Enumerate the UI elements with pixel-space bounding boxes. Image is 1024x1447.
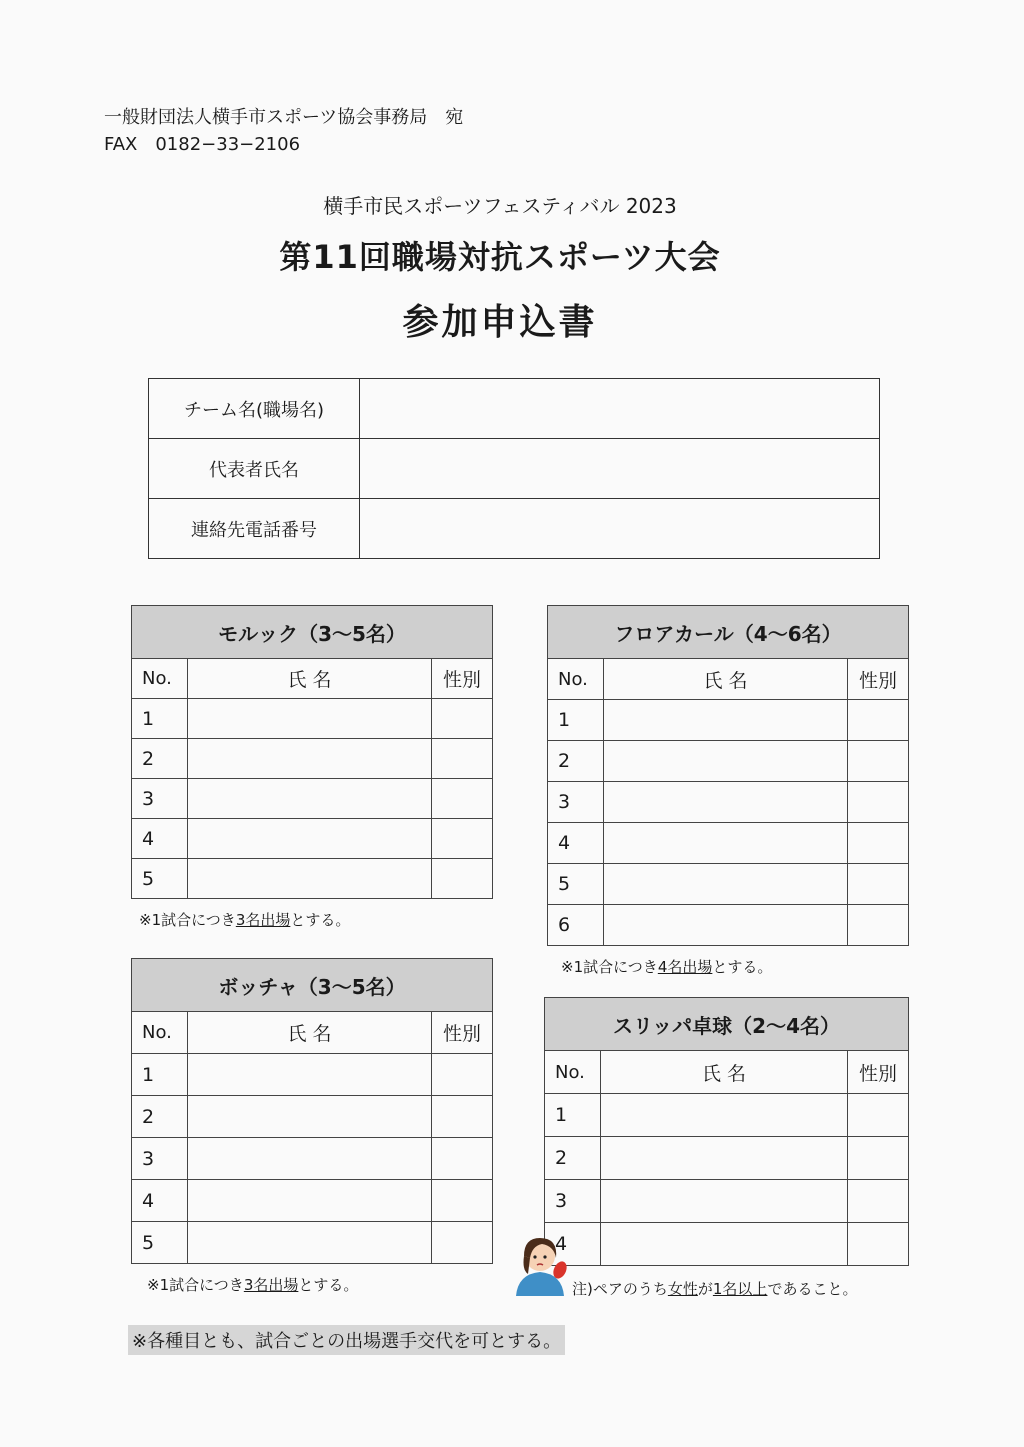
sex-field[interactable] — [432, 779, 493, 819]
col-sex-header: 性別 — [848, 1051, 909, 1094]
row-number: 2 — [548, 741, 604, 782]
representative-label: 代表者氏名 — [149, 439, 360, 499]
row-number: 2 — [545, 1137, 601, 1180]
row-number: 4 — [132, 819, 188, 859]
molkky-note — [139, 909, 493, 930]
row-number: 3 — [132, 1138, 188, 1180]
footer-note: ※各種目とも、試合ごとの出場選手交代を可とする。 — [128, 1325, 565, 1355]
row-number: 3 — [132, 779, 188, 819]
name-field[interactable] — [601, 1180, 848, 1223]
curling-title: フロアカール（4〜6名） — [548, 606, 909, 659]
sex-field[interactable] — [432, 1138, 493, 1180]
sex-field[interactable] — [848, 741, 909, 782]
sex-field[interactable] — [432, 739, 493, 779]
fax-number: FAX 0182−33−2106 — [104, 134, 301, 155]
curling-table — [547, 605, 909, 946]
sex-field[interactable] — [848, 782, 909, 823]
representative-field[interactable] — [360, 439, 880, 499]
note-emphasis: 3名出場 — [243, 1276, 299, 1294]
row-number: 1 — [132, 699, 188, 739]
sex-field[interactable] — [848, 1223, 909, 1266]
col-name-header: 氏 名 — [604, 659, 848, 700]
row-number: 1 — [545, 1094, 601, 1137]
note-text: とする。 — [290, 911, 351, 929]
table-row — [545, 1137, 909, 1180]
name-field[interactable] — [604, 741, 848, 782]
name-field[interactable] — [601, 1137, 848, 1180]
col-no-header: No. — [132, 659, 188, 699]
name-field[interactable] — [188, 1180, 432, 1222]
player-illustration-icon — [508, 1230, 572, 1298]
row-number: 1 — [548, 700, 604, 741]
name-field[interactable] — [604, 700, 848, 741]
name-field[interactable] — [188, 779, 432, 819]
note-text: ※1試合につき — [147, 1276, 244, 1294]
sex-field[interactable] — [848, 905, 909, 946]
row-number: 3 — [545, 1180, 601, 1223]
page-title: 第11回職場対抗スポーツ大会 — [279, 238, 721, 276]
molkky-table — [131, 605, 493, 899]
note-text: とする。 — [298, 1276, 359, 1294]
event-slipper-table-tennis — [544, 997, 909, 1299]
table-row — [548, 741, 909, 782]
note-emphasis: 1名以上 — [712, 1280, 768, 1298]
table-row — [545, 1180, 909, 1223]
col-sex-header: 性別 — [432, 659, 493, 699]
event-boccia — [131, 958, 493, 1295]
note-emphasis: 女性 — [667, 1280, 698, 1298]
name-field[interactable] — [188, 699, 432, 739]
name-field[interactable] — [188, 1096, 432, 1138]
note-emphasis: 3名出場 — [235, 911, 291, 929]
table-row — [548, 823, 909, 864]
table-row — [548, 700, 909, 741]
team-info-table — [148, 378, 880, 559]
name-field[interactable] — [604, 864, 848, 905]
row-number: 4 — [545, 1223, 601, 1266]
row-number: 1 — [132, 1054, 188, 1096]
sex-field[interactable] — [848, 1180, 909, 1223]
table-row — [132, 859, 493, 899]
note-text: とする。 — [712, 958, 773, 976]
note-text: が — [697, 1280, 713, 1298]
note-emphasis: 4名出場 — [657, 958, 713, 976]
col-name-header: 氏 名 — [601, 1051, 848, 1094]
addressee-block — [104, 104, 463, 158]
team-name-label: チーム名(職場名) — [149, 379, 360, 439]
slipper-table — [544, 997, 909, 1266]
sex-field[interactable] — [432, 819, 493, 859]
note-text: であること。 — [767, 1280, 858, 1298]
sex-field[interactable] — [432, 1222, 493, 1264]
name-field[interactable] — [188, 1054, 432, 1096]
team-info-row — [149, 499, 880, 559]
sex-field[interactable] — [432, 1180, 493, 1222]
row-number: 5 — [132, 1222, 188, 1264]
table-row — [548, 864, 909, 905]
col-no-header: No. — [548, 659, 604, 700]
name-field[interactable] — [188, 1138, 432, 1180]
boccia-title: ボッチャ（3〜5名） — [132, 959, 493, 1012]
name-field[interactable] — [188, 819, 432, 859]
table-row — [132, 1054, 493, 1096]
row-number: 2 — [132, 739, 188, 779]
boccia-table — [131, 958, 493, 1264]
name-field[interactable] — [604, 823, 848, 864]
addressee: 一般財団法人横手市スポーツ協会事務局 宛 — [104, 107, 464, 128]
row-number: 6 — [548, 905, 604, 946]
table-row — [132, 1096, 493, 1138]
col-no-header: No. — [545, 1051, 601, 1094]
note-text: ※1試合につき — [139, 911, 236, 929]
row-number: 2 — [132, 1096, 188, 1138]
sex-field[interactable] — [848, 823, 909, 864]
col-name-header: 氏 名 — [188, 1012, 432, 1054]
phone-label: 連絡先電話番号 — [149, 499, 360, 559]
row-number: 5 — [548, 864, 604, 905]
table-row — [545, 1094, 909, 1137]
name-field[interactable] — [604, 782, 848, 823]
table-row — [132, 779, 493, 819]
sex-field[interactable] — [432, 859, 493, 899]
event-floor-curling — [547, 605, 909, 977]
team-name-field[interactable] — [360, 379, 880, 439]
table-row — [132, 699, 493, 739]
table-row — [132, 819, 493, 859]
col-name-header: 氏 名 — [188, 659, 432, 699]
sex-field[interactable] — [848, 1137, 909, 1180]
sex-field[interactable] — [432, 699, 493, 739]
table-row — [132, 1222, 493, 1264]
event-molkky — [131, 605, 493, 930]
name-field[interactable] — [601, 1223, 848, 1266]
name-field[interactable] — [601, 1094, 848, 1137]
row-number: 3 — [548, 782, 604, 823]
molkky-title: モルック（3〜5名） — [132, 606, 493, 659]
table-row — [132, 1138, 493, 1180]
name-field[interactable] — [188, 859, 432, 899]
table-row — [548, 782, 909, 823]
sex-field[interactable] — [432, 1054, 493, 1096]
col-sex-header: 性別 — [848, 659, 909, 700]
event-subtitle: 横手市民スポーツフェスティバル 2023 — [323, 194, 677, 218]
table-row — [132, 739, 493, 779]
sex-field[interactable] — [432, 1096, 493, 1138]
team-info-row — [149, 379, 880, 439]
note-text: 注)ペアのうち — [572, 1280, 668, 1298]
name-field[interactable] — [188, 1222, 432, 1264]
phone-field[interactable] — [360, 499, 880, 559]
sex-field[interactable] — [848, 700, 909, 741]
col-sex-header: 性別 — [432, 1012, 493, 1054]
curling-note — [561, 956, 909, 977]
sex-field[interactable] — [848, 1094, 909, 1137]
slipper-title: スリッパ卓球（2〜4名） — [545, 998, 909, 1051]
team-info-row — [149, 439, 880, 499]
col-no-header: No. — [132, 1012, 188, 1054]
boccia-note — [147, 1274, 493, 1295]
slipper-note — [572, 1278, 909, 1299]
table-row — [548, 905, 909, 946]
sex-field[interactable] — [848, 864, 909, 905]
row-number: 4 — [548, 823, 604, 864]
row-number: 5 — [132, 859, 188, 899]
name-field[interactable] — [188, 739, 432, 779]
table-row — [132, 1180, 493, 1222]
table-row — [545, 1223, 909, 1266]
row-number: 4 — [132, 1180, 188, 1222]
form-title: 参加申込書 — [402, 302, 598, 343]
name-field[interactable] — [604, 905, 848, 946]
note-text: ※1試合につき — [561, 958, 658, 976]
